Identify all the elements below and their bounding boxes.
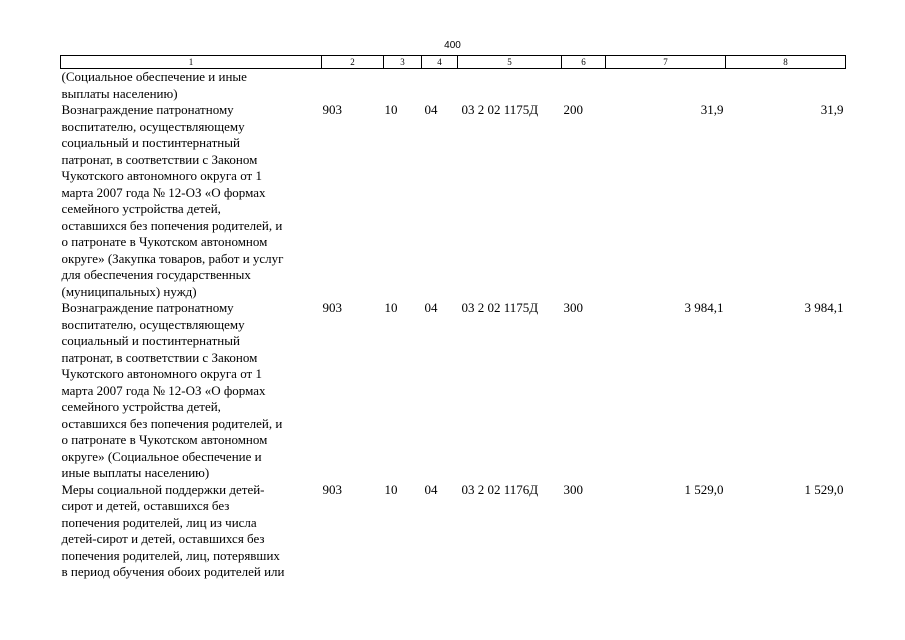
row-col-8: 3 984,1 [804, 300, 844, 315]
page-number: 400 [444, 40, 461, 51]
header-col-1: 1 [61, 56, 322, 69]
row-col-2: 903 [322, 102, 342, 117]
row-col-6: 200 [563, 102, 583, 117]
description-line: Меры социальной поддержки детей- [61, 481, 265, 497]
row-col-2: 903 [322, 481, 342, 497]
description-line: патронат, в соответствии с Законом [61, 151, 258, 167]
description-line: (Социальное обеспечение и иные [61, 69, 247, 84]
description-line: для обеспечения государственных [61, 267, 251, 282]
description-line: о патронате в Чукотском автономном [61, 432, 268, 447]
row-col-7: 1 529,0 [684, 481, 724, 497]
description-line: Чукотского автономного округа от 1 [61, 168, 262, 183]
description-line: воспитателю, осуществляющему [61, 316, 245, 332]
row-col-7: 3 984,1 [684, 300, 724, 315]
row-col-6: 300 [563, 481, 583, 497]
row-col-7 [606, 69, 726, 103]
row-col-4: 04 [424, 481, 438, 497]
description-line: оставшихся без попечения родителей, и [61, 217, 283, 233]
description-line: воспитателю, осуществляющему [61, 118, 245, 134]
row-col-5 [458, 69, 562, 103]
row-col-4: 04 [424, 102, 438, 117]
row-col-7: 31,9 [700, 102, 724, 117]
description-line: социальный и постинтернатный [61, 333, 240, 348]
description-line: о патронате в Чукотском автономном [61, 234, 268, 249]
row-col-4 [422, 69, 458, 103]
row-col-5: 03 2 02 1175Д [461, 102, 539, 117]
row-col-2 [322, 69, 384, 103]
budget-table [60, 55, 846, 581]
description-line: выплаты населению) [61, 85, 178, 101]
row-col-6: 300 [563, 300, 583, 315]
row-col-4: 04 [424, 300, 438, 315]
description-line: попечения родителей, лиц из числа [61, 514, 257, 530]
description-line: сирот и детей, оставшихся без [61, 498, 230, 513]
header-col-7: 7 [606, 56, 726, 69]
row-col-5: 03 2 02 1175Д [461, 300, 539, 315]
description-line: оставшихся без попечения родителей, и [61, 415, 283, 431]
row-description [61, 102, 322, 300]
description-line: (муниципальных) нужд) [61, 283, 197, 299]
description-line: детей-сирот и детей, оставшихся без [61, 531, 265, 546]
row-description [61, 482, 322, 581]
row-col-3: 10 [384, 300, 398, 315]
row-col-6 [562, 69, 606, 103]
table-header [61, 56, 846, 69]
row-col-3 [384, 69, 422, 103]
description-line: Вознаграждение патронатному [61, 102, 234, 117]
description-line: семейного устройства детей, [61, 201, 221, 216]
description-line: патронат, в соответствии с Законом [61, 349, 258, 365]
row-col-5: 03 2 02 1176Д [461, 481, 539, 497]
table-row [61, 102, 846, 300]
description-line: в период обучения обоих родителей или [61, 564, 285, 579]
row-col-3: 10 [384, 102, 398, 117]
table-row [61, 69, 846, 103]
table-row [61, 482, 846, 581]
description-line: округе» (Социальное обеспечение и [61, 448, 262, 464]
header-col-5: 5 [458, 56, 562, 69]
description-line: попечения родителей, лиц, потерявших [61, 547, 280, 563]
description-line: марта 2007 года № 12-ОЗ «О формах [61, 382, 266, 398]
header-col-8: 8 [726, 56, 846, 69]
description-line: социальный и постинтернатный [61, 135, 240, 150]
row-col-3: 10 [384, 481, 398, 497]
table-row [61, 300, 846, 482]
description-line: иные выплаты населению) [61, 465, 210, 480]
description-line: Вознаграждение патронатному [61, 300, 234, 315]
header-row [61, 56, 846, 69]
row-description [61, 300, 322, 482]
row-col-2: 903 [322, 300, 342, 315]
header-col-3: 3 [384, 56, 422, 69]
description-line: Чукотского автономного округа от 1 [61, 366, 262, 381]
header-col-6: 6 [562, 56, 606, 69]
row-description [61, 69, 322, 103]
row-col-8: 31,9 [820, 102, 844, 117]
header-col-2: 2 [322, 56, 384, 69]
row-col-8 [726, 69, 846, 103]
description-line: округе» (Закупка товаров, работ и услуг [61, 250, 284, 266]
table-body [61, 69, 846, 581]
header-col-4: 4 [422, 56, 458, 69]
row-col-8: 1 529,0 [804, 481, 844, 497]
description-line: марта 2007 года № 12-ОЗ «О формах [61, 184, 266, 200]
description-line: семейного устройства детей, [61, 399, 221, 414]
